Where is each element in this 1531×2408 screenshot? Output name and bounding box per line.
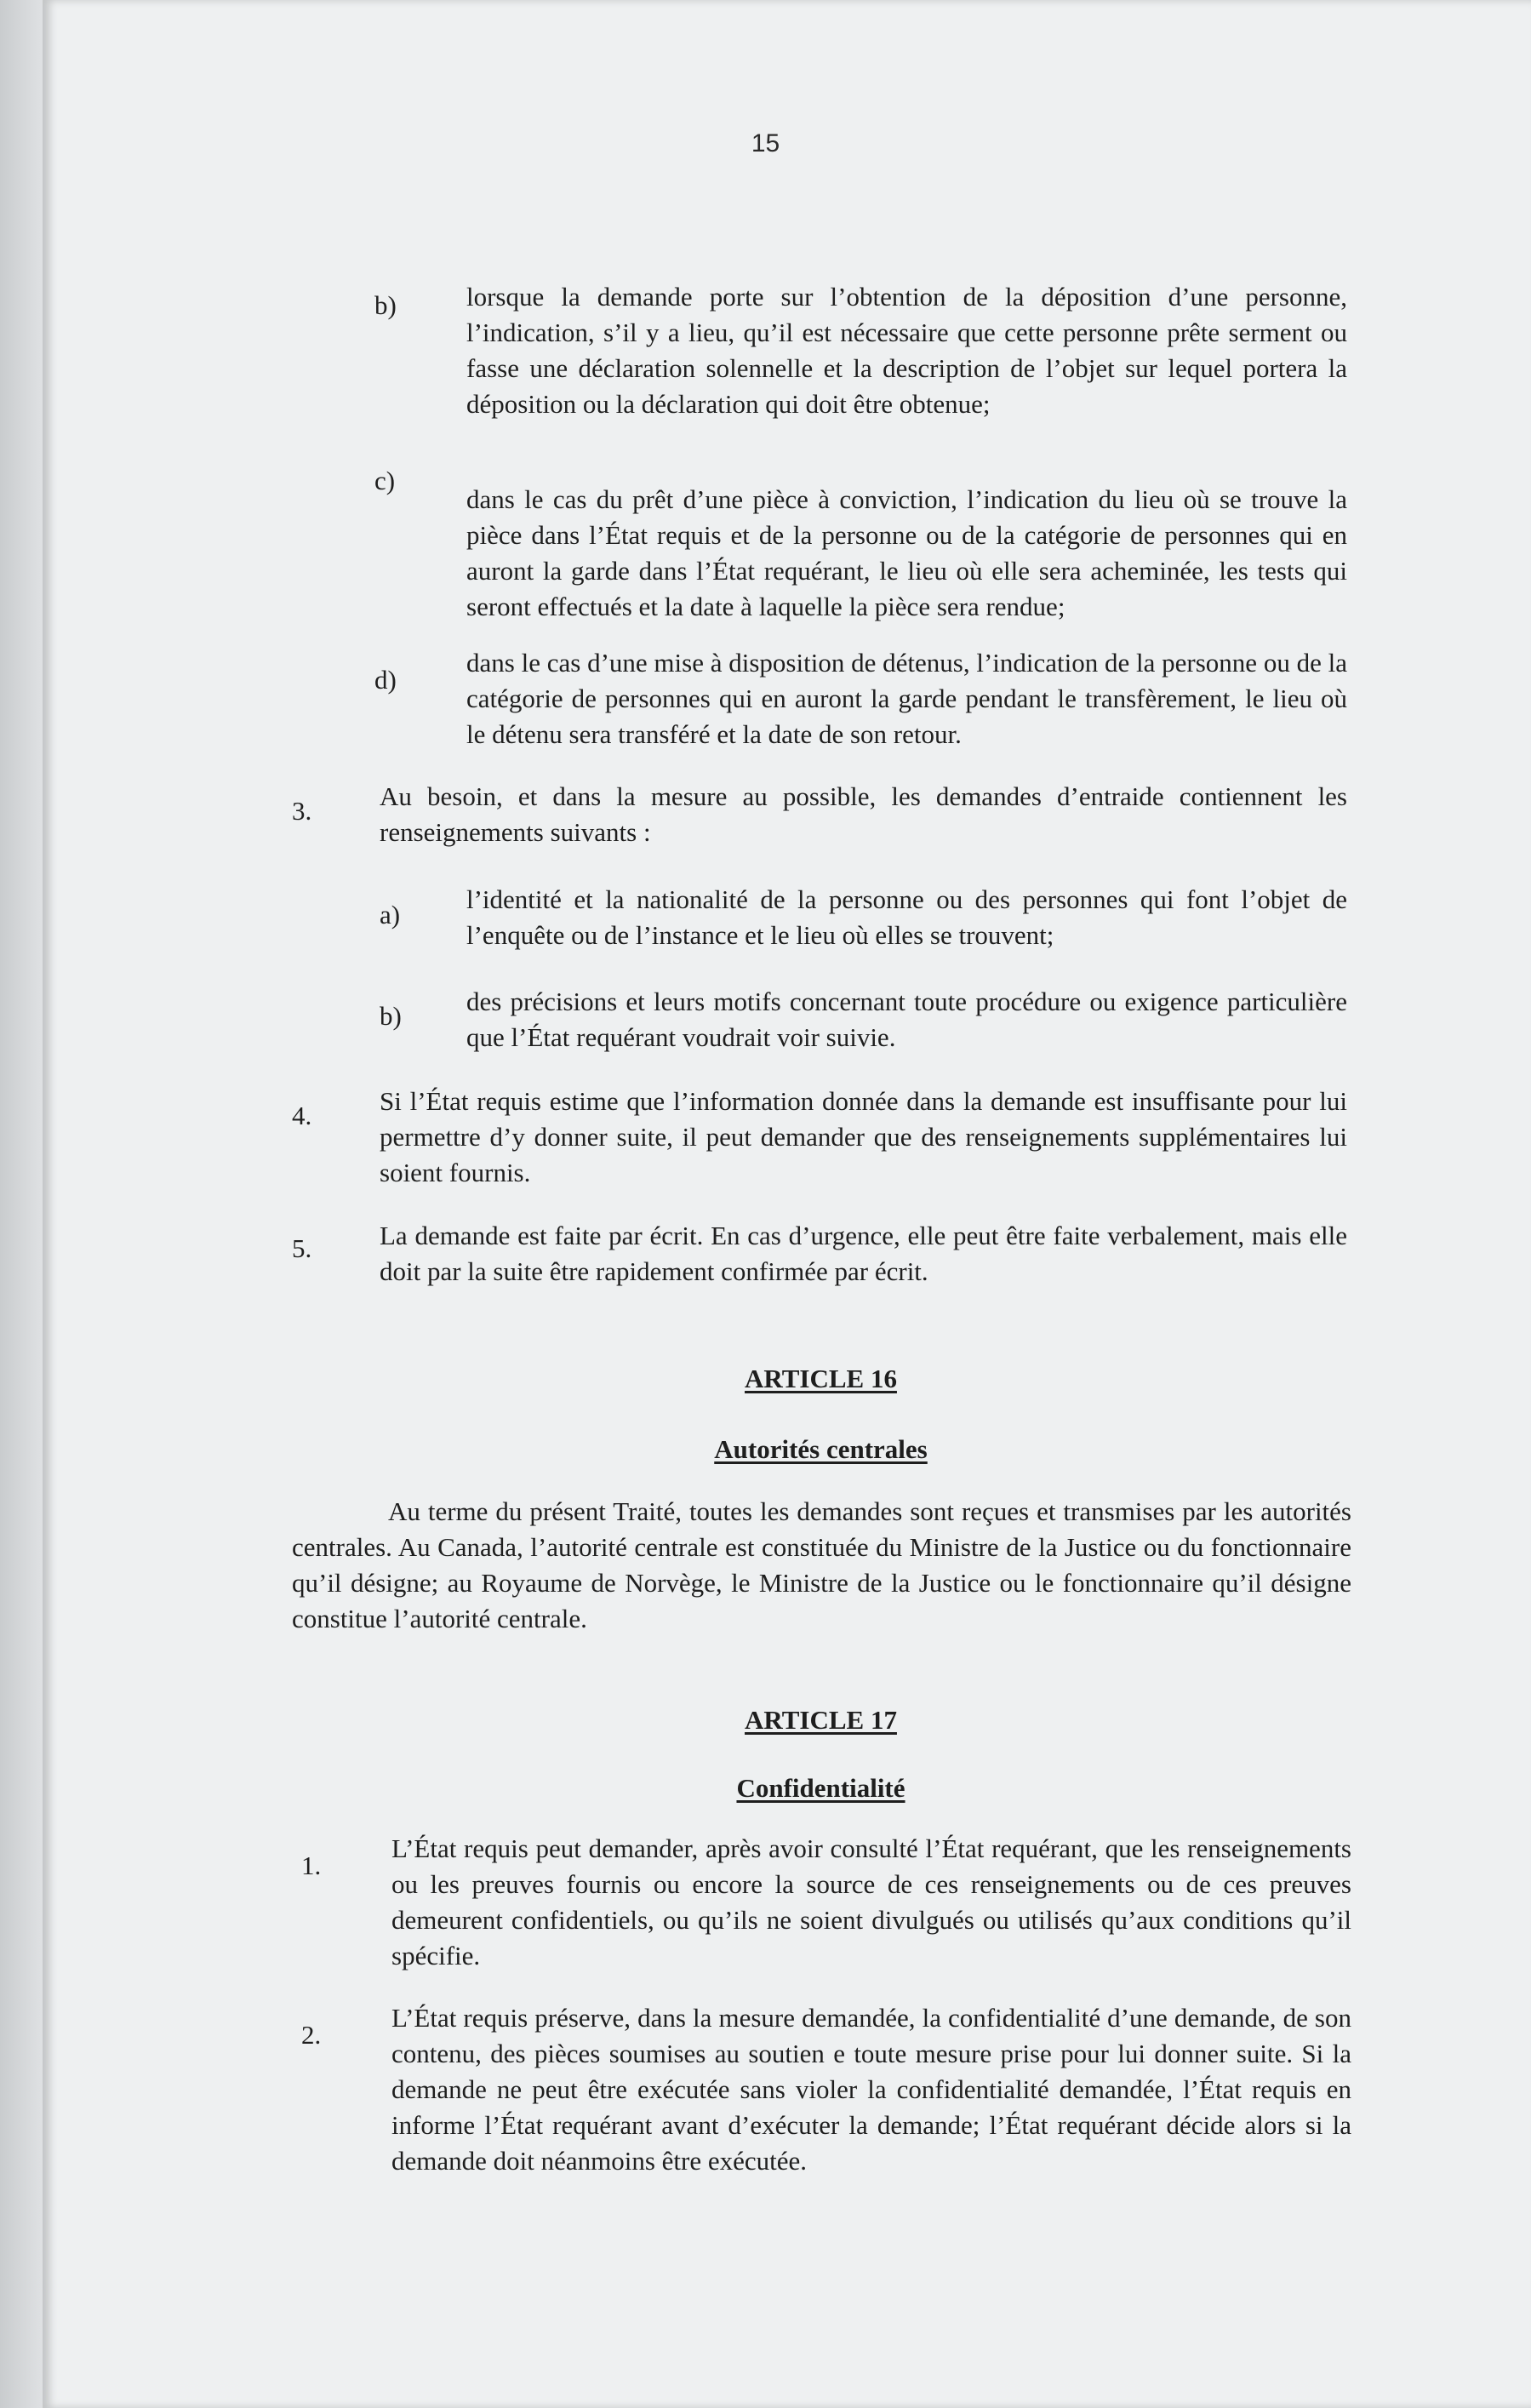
article-17-paragraph-2-text: L’État requis préserve, dans la mesure demandée, la confidentialité d’une demande, de son contenu, des pièces soumises au soutien e toute mesure prise pour lui donner suite. Si la demande ne peut être exécutée sans violer la confidentialité demandée, l’État requis en informe l’État requérant avant d’exécuter la demande; l’État requérant décide alors si la demande doit néanmoins être exécutée. (391, 2003, 1351, 2176)
item-text-c: dans le cas du prêt d’une pièce à conviction, l’indication du lieu où se trouve la pièce dans l’État requis et de la personne ou de la catégorie de personnes qui en auront la garde dans l’État requérant, le lieu où elle sera acheminée, les tests qui seront effectués et la date à laquelle la pièce sera rendue; (466, 484, 1347, 621)
item-text-b: lorsque la demande porte sur l’obtention de la déposition d’une personne, l’indication, s’il y a lieu, qu’il est nécessaire que cette personne prête serment ou fasse une déclaration solennelle et la description de l’objet sur lequel portera la déposition ou la déclaration qui doit être obtenue; (466, 282, 1347, 419)
page-number: 15 (751, 129, 780, 157)
paragraph-number-17-2: 2. (301, 2020, 322, 2050)
paragraph-number-17-1: 1. (301, 1850, 322, 1880)
item-marker-b: b) (374, 290, 397, 320)
article-16-heading: ARTICLE 16 (745, 1364, 897, 1393)
item-marker-3b: b) (380, 1001, 402, 1031)
article-16-text: Au terme du présent Traité, toutes les demandes sont reçues et transmises par les autorités centrales. Au Canada, l’autorité centrale est constituée du Ministre de la Justice ou du fonctionnaire qu’il désigne; au Royaume de Norvège, le Ministre de la Justice ou le fonctionnaire qu’il désigne constitue l’autorité centrale. (292, 1496, 1351, 1633)
paragraph-3-text: Au besoin, et dans la mesure au possible, les demandes d’entraide contiennent les renseignements suivants : (380, 781, 1347, 847)
article-16-subheading: Autorités centrales (714, 1434, 928, 1464)
paragraph-number-5: 5. (292, 1233, 312, 1263)
item-text-d: dans le cas d’une mise à disposition de détenus, l’indication de la personne ou de la catégorie de personnes qui en auront la garde pendant le transfèrement, le lieu où le détenu sera transféré et la date de son retour. (466, 648, 1347, 749)
article-17-subheading: Confidentialité (736, 1773, 905, 1803)
page-edge-shadow (0, 0, 43, 2408)
article-17-paragraph-1-text: L’État requis peut demander, après avoir consulté l’État requérant, que les renseignements ou les preuves fournis ou encore la source de ces renseignements ou de ces preuves demeurent confidentiels, ou qu’ils ne soient divulgués ou utilisés qu’aux conditions qu’il spécifie. (391, 1833, 1351, 1970)
article-17-heading: ARTICLE 17 (745, 1705, 897, 1735)
paragraph-number-3: 3. (292, 796, 312, 826)
paragraph-4-text: Si l’État requis estime que l’information donnée dans la demande est insuffisante pour lui permettre d’y donner suite, il peut demander que des renseignements supplémentaires lui soient fournis. (380, 1086, 1347, 1187)
paragraph-number-4: 4. (292, 1101, 312, 1130)
paragraph-5-text: La demande est faite par écrit. En cas d’urgence, elle peut être faite verbalement, mais elle doit par la suite être rapidement confirmée par écrit. (380, 1221, 1347, 1286)
item-text-3b: des précisions et leurs motifs concernant toute procédure ou exigence particulière que l’État requérant voudrait voir suivie. (466, 987, 1347, 1052)
item-marker-3a: a) (380, 900, 401, 929)
item-marker-c: c) (374, 466, 396, 495)
item-marker-d: d) (374, 665, 397, 695)
item-text-3a: l’identité et la nationalité de la personne ou des personnes qui font l’objet de l’enquête ou de l’instance et le lieu où elles se trouvent; (466, 884, 1347, 950)
